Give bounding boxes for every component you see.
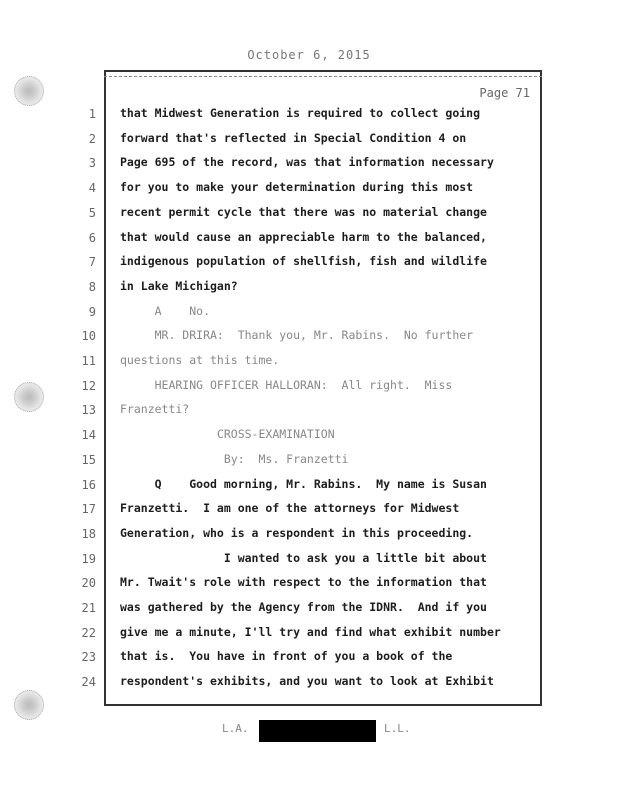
line-text: recent permit cycle that there was no material change bbox=[120, 204, 487, 219]
transcript-line bbox=[0, 153, 618, 177]
punch-hole-top bbox=[14, 76, 44, 106]
transcript-line bbox=[0, 524, 618, 548]
line-number: 16 bbox=[81, 477, 96, 492]
page-label: Page 71 bbox=[479, 86, 530, 100]
line-text: Page 695 of the record, was that information necessary bbox=[120, 155, 494, 170]
line-text: for you to make your determination during this most bbox=[120, 180, 474, 195]
line-number: 11 bbox=[81, 354, 96, 368]
transcript-line bbox=[0, 277, 618, 301]
footer-left-text: L.A. bbox=[222, 722, 249, 735]
line-text: that is. You have in front of you a book of the bbox=[120, 649, 453, 664]
transcript-line bbox=[0, 425, 618, 449]
header-date: October 6, 2015 bbox=[247, 48, 371, 62]
line-text: CROSS-EXAMINATION bbox=[120, 427, 335, 442]
transcript-line bbox=[0, 302, 618, 326]
line-text: A No. bbox=[120, 303, 211, 318]
line-number: 3 bbox=[88, 156, 96, 171]
transcript-line bbox=[0, 573, 618, 597]
footer-right-text: L.L. bbox=[384, 722, 411, 735]
transcript-line bbox=[0, 129, 618, 153]
transcript-line bbox=[0, 203, 618, 227]
transcript-line bbox=[0, 475, 618, 499]
line-number: 21 bbox=[81, 601, 96, 615]
line-text: I wanted to ask you a little bit about bbox=[120, 550, 487, 565]
line-number: 7 bbox=[88, 255, 96, 270]
line-number: 24 bbox=[81, 675, 96, 690]
line-number: 8 bbox=[88, 279, 96, 294]
line-number: 1 bbox=[88, 107, 96, 121]
transcript-line bbox=[0, 351, 618, 375]
footer bbox=[0, 718, 618, 744]
line-text: respondent's exhibits, and you want to look at Exhibit bbox=[120, 674, 494, 689]
transcript-line bbox=[0, 549, 618, 573]
transcript-line bbox=[0, 104, 618, 128]
line-text: Mr. Twait's role with respect to the information that bbox=[120, 575, 487, 590]
line-number: 14 bbox=[81, 428, 96, 443]
line-number: 17 bbox=[81, 502, 96, 517]
line-text: Franzetti? bbox=[120, 402, 190, 417]
line-text: By: Ms. Franzetti bbox=[120, 451, 349, 466]
line-number: 6 bbox=[88, 230, 96, 245]
line-number: 15 bbox=[81, 452, 96, 467]
transcript-line bbox=[0, 400, 618, 424]
transcript-line bbox=[0, 450, 618, 474]
transcript-line bbox=[0, 623, 618, 647]
line-text: indigenous population of shellfish, fish and wildlife bbox=[120, 254, 487, 269]
transcript-line bbox=[0, 252, 618, 276]
transcript-line bbox=[0, 326, 618, 350]
line-number: 13 bbox=[81, 403, 96, 418]
transcript-line bbox=[0, 499, 618, 523]
transcript-line bbox=[0, 672, 618, 696]
line-number: 2 bbox=[88, 131, 96, 146]
line-text: was gathered by the Agency from the IDNR. And if you bbox=[120, 600, 487, 614]
line-text: MR. DRIRA: Thank you, Mr. Rabins. No further bbox=[120, 328, 474, 343]
line-text: Generation, who is a respondent in this proceeding. bbox=[120, 525, 474, 540]
transcript-line bbox=[0, 228, 618, 252]
line-number: 4 bbox=[88, 181, 96, 196]
transcript-line bbox=[0, 647, 618, 671]
line-text: that Midwest Generation is required to collect going bbox=[120, 106, 481, 120]
line-text: give me a minute, I'll try and find what exhibit number bbox=[120, 624, 501, 639]
transcript-line bbox=[0, 178, 618, 202]
transcript-line bbox=[0, 376, 618, 400]
line-text: questions at this time. bbox=[120, 353, 280, 367]
line-text: in Lake Michigan? bbox=[120, 278, 238, 293]
line-number: 12 bbox=[81, 378, 96, 393]
line-number: 10 bbox=[81, 329, 96, 344]
line-number: 20 bbox=[81, 576, 96, 591]
frame-dashed-rule bbox=[104, 76, 542, 77]
line-text: HEARING OFFICER HALLORAN: All right. Miss bbox=[120, 377, 453, 392]
line-number: 18 bbox=[81, 526, 96, 541]
line-text: Q Good morning, Mr. Rabins. My name is Susan bbox=[120, 476, 487, 491]
line-text: that would cause an appreciable harm to the balanced, bbox=[120, 229, 487, 244]
line-number: 23 bbox=[81, 650, 96, 665]
redaction-bar bbox=[259, 720, 376, 742]
line-text: forward that's reflected in Special Condition 4 on bbox=[120, 130, 467, 145]
line-number: 19 bbox=[81, 551, 96, 566]
line-number: 22 bbox=[81, 625, 96, 640]
line-text: Franzetti. I am one of the attorneys for Midwest bbox=[120, 501, 460, 516]
transcript-line bbox=[0, 598, 618, 622]
line-number: 5 bbox=[88, 205, 96, 220]
line-number: 9 bbox=[88, 304, 96, 319]
